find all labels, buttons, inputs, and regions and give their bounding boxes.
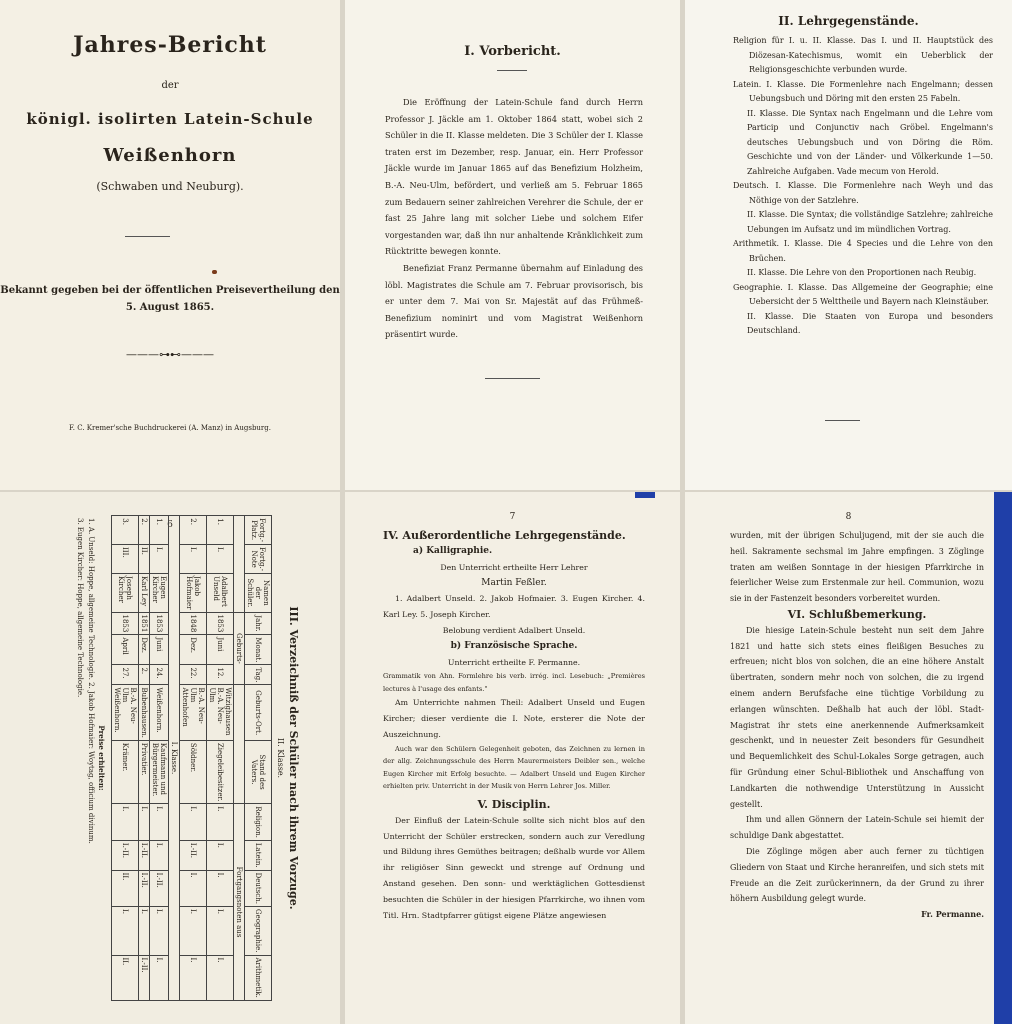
col-header: Namen der Schüler. [245,574,272,612]
cell: I. [207,906,234,955]
cell: I. [180,955,207,1000]
table-group-row [234,516,245,1001]
table-heading: III. Verzeichniß der Schüler nach ihrem Vorzuge. [287,606,300,910]
subject-line: Arithmetik. I. Klasse. Die 4 Species und die Lehre von den Brüchen. [733,239,993,263]
paragraph: Die Eröffnung der Latein-Schule fand durch Herrn Professor J. Jäckle am 1. Oktober 1864 statt, wobei sich 2 Schüler in die II. Klasse meldeten. Die 3 Schüler der I. Klasse traten erst im Dezember, resp. Januar, ein. Herr Professor Jäckle wurde im Januar 1865 auf das Benefizium Holzheim, B.-A. Neu-Ulm, befördert, und verließ am 5. Februar 1865 zum Bedauern seiner zahlreichen Verehrer die Schule, der er fast 25 Jahre lang mit solcher Liebe und solchem Eifer vorgestanden war, daß ihn nur anhaltende Kränklichkeit zum Rücktritte bewegen konnte. [385,97,643,257]
continuation-text: wurden, mit der übrigen Schuljugend, mit der sie auch die heil. Sakramente sechsmal im Jahre empfingen. 3 Zöglinge traten am weißen Sonntage in der hiesigen Pfarrkirche in feierlicher Weise zum Erstenmale zur heil. Communion, wozu sie in der Fastenzeit besonders vorbereitet wurden. [730,531,984,604]
teacher-line: Den Unterricht ertheilte Herr Lehrer [440,562,588,572]
subject-line: Deutsch. I. Klasse. Die Formenlehre nach Weyh und das Nöthige von der Satzlehre. [733,181,993,205]
cell: I. [180,906,207,955]
school-name: königl. isolirten Latein-Schule [26,110,314,128]
schluss-body [730,528,984,923]
cell: I. [150,840,169,870]
subject-line: II. Klasse. Die Syntax nach Engelmann und die Lehre vom Particip und Conjunctiv nach Gröbel. Engelmann's deutsches Uebungsbuch und von Döring die Röm. Geschichte und von der Länder- und Völkerkunde 1—50. Zahlreiche Aufgaben. Vade mecum von Herold. [747,108,993,176]
cell: B.-A. Neu-Ulm Attenhofen [180,685,207,740]
cell: I. [112,804,139,841]
class-i-label: I. Klasse. [169,516,180,1001]
subject-line: Geographie. I. Klasse. Das Allgemeine der Geographie; eine Uebersicht der 5 Welttheile und Bayern nach Kleinstäuber. [733,282,993,306]
table-row [139,516,150,1001]
col-header: Geburts-Ort. [245,685,272,740]
end-rule [485,378,540,379]
cell: 27. [112,665,139,685]
cell: I.-II. [139,840,150,870]
col-header: Monat. [245,635,272,665]
cell: Dez. [139,635,150,665]
cell: 2. [139,665,150,685]
cell: I. [207,870,234,906]
heading-rule [497,70,527,71]
cell: 3. [112,516,139,545]
cell: 22. [180,665,207,685]
page-number: 8 [845,512,852,522]
section-heading-i: I. Vorbericht. [464,44,561,59]
end-rule [825,420,860,421]
col-header: Geographie. [245,906,272,955]
ink-spot [212,270,217,274]
cell: I. [112,906,139,955]
page-lehrgegenstaende [685,0,1012,490]
cell: Ziegeleibesitzer. [207,740,234,803]
announcement: Bekannt gegeben bei der öffentlichen Preisevertheilung den 5. August 1865. [0,285,340,313]
col-header: Stand des Vaters. [245,740,272,803]
cell: Witzighausen B.-A. Neu-Ulm [207,685,234,740]
cell: 1853 [112,612,139,635]
subject-line: II. Klasse. Die Syntax; die vollständige Satzlehre; zahlreiche Uebungen im Aufsatz und im mündlichen Vortrag. [747,210,993,234]
drawing-line: Auch war den Schülern Gelegenheit geboten, das Zeichnen zu lernen in der allg. Zeichnungsschule des Herrn Maurermeisters Deibler sen., welche Eugen Kircher mit Erfolg besuchte. — Adalbert Unseld und Eugen Kircher erhielten priv. Unterricht in der Musik von Herrn Lehrer Jos. Miller. [383,744,645,791]
lehrgegenstaende-body [733,34,993,339]
col-header: Fortg.-Note [245,545,272,574]
report-title: Jahres-Bericht [73,32,267,58]
title-der: der [161,80,179,91]
cell: I.-II. [112,840,139,870]
subject-line: II. Klasse. Die Staaten von Europa und besonders Deutschland. [747,311,993,335]
printer-line: F. C. Kremer'sche Buchdruckerei (A. Manz) in Augsburg. [69,424,271,432]
cell: I. [150,545,169,574]
subject-line: Latein. I. Klasse. Die Formenlehre nach Engelmann; dessen Uebungsbuch und Döring mit den ersten 25 Fabeln. [733,79,993,103]
col-header: Deutsch. [245,870,272,906]
cell: Dez. [180,635,207,665]
section-heading-vi: VI. Schlußbemerkung. [787,607,927,621]
cell: I. [207,840,234,870]
table-row [112,516,139,1001]
cell: II. [112,870,139,906]
section-heading-ii: II. Lehrgegenstände. [778,14,919,28]
signature: Fr. Permanne. [921,909,984,920]
cell: Privatier. [139,740,150,803]
cell: 2. [139,516,150,545]
page-schlussbemerkung [685,492,1012,1024]
page-schuelerverzeichnis [0,492,340,1024]
table-row [207,516,234,1001]
city-name: Weißenhorn [103,145,237,166]
section-heading-iv: IV. Außerordentliche Lehrgegenstände. [383,529,626,542]
cell: Kaufmann und Bürgermeister. [150,740,169,803]
blue-binding [994,492,1012,1024]
cell: 1. [150,516,169,545]
group-notes: Fortgangsnoten aus [234,804,245,1000]
cell: I. [139,906,150,955]
cell: Karl Ley [139,574,150,612]
cell: 1853 [150,612,169,635]
subject-line: Religion für I. u. II. Klasse. Das I. und II. Hauptstück des Diözesan-Katechismus, womit ein Ueberblick der Religionsgeschichte verbunden wurde. [733,36,993,74]
participants-line: Am Unterrichte nahmen Theil: Adalbert Unseld und Eugen Kircher; dieser verdiente die I. Note, ersterer die Note der Auszeichnung. [383,698,645,739]
sub-heading-a: a) Kalligraphie. [413,546,493,556]
books-line: Grammatik von Ahn. Formlehre bis verb. irrég. incl. Lesebuch: „Premières lectures à l'usage des enfants." [383,672,645,693]
cell: I. [150,906,169,955]
disciplin-text: Der Einfluß der Latein-Schule sollte sich nicht blos auf den Unterricht der Schüler erstrecken, sondern auch zur Veredlung und Bildung ihres Gemüthes beitragen; deßhalb wurde vor Allem ihr religiöser Sinn geweckt und strenge auf Ordnung und Anstand gesehen. Den sonn- und werktäglichen Gottesdienst besuchten die Schüler in der hiesigen Pfarrkirche, wo ihnen vom Titl. Hrn. Stadtpfarrer gütigst eigene Plätze angewiesen [383,815,645,920]
col-header: Jahr. [245,612,272,635]
prize-line: 3. Eugen Kircher: Hoppe, allgemeine Technologie. [76,518,84,698]
col-header: Tag. [245,665,272,685]
cell: I. [180,804,207,841]
cell: Krämer. [112,740,139,803]
page-ausserordentliche [345,492,680,1024]
cell: Joseph Kircher [112,574,139,612]
table-header-row [245,516,272,1001]
rotated-table-block [40,508,300,1008]
section-heading-v: V. Disciplin. [477,797,551,811]
col-header: Arithmetik. [245,955,272,1000]
page-number: 6 [167,520,173,530]
cell: I. [139,804,150,841]
page-vorbericht [345,0,680,490]
table-row [180,516,207,1001]
cell: I. [150,955,169,1000]
col-header: Religion. [245,804,272,841]
cell: Adalbert Unseld [207,574,234,612]
page-number: 7 [509,512,516,522]
teacher-name: Martin Feßler. [481,577,547,588]
cell: April [112,635,139,665]
paragraph: Die Zöglinge mögen aber auch ferner zu tüchtigen Gliedern von Staat und Kirche heranreifen, und sich stets mit Freude an die Zeit zurückerinnern, da der Grund zu ihrer höhern Ausbildung gelegt wurde. [730,846,984,904]
prize-line: 1. A. Unseld: Hoppe, allgemeine Technologie. 2. Jakob Hofmaier: Woytag, officium divinum. [87,518,95,844]
region-name: (Schwaben und Neuburg). [96,180,244,193]
ornament-divider: ———⊶⊷——— [126,348,214,361]
cell: Söldner. [180,740,207,803]
col-header: Fortg.-Platz. [245,516,272,545]
prizes-block [74,518,107,998]
cell: II. [139,545,150,574]
cell: III. [112,545,139,574]
cell: 12. [207,665,234,685]
student-table [111,515,272,1001]
cell: 1853 [207,612,234,635]
paragraph: Benefiziat Franz Permanne übernahm auf Einladung des löbl. Magistrates die Schule am 7. Februar provisorisch, bis er unter dem 7. Mai von Sr. Majestät auf das Frühmeß-Benefizium nominirt und vom Magistrat Weißenhorn präsentirt wurde. [385,262,643,340]
paragraph: Ihm und allen Gönnern der Latein-Schule sei hiemit der schuldige Dank abgestattet. [730,815,984,841]
page-title-sheet [0,0,340,490]
subject-line: II. Klasse. Die Lehre von den Proportionen nach Reubig. [747,268,977,277]
cell: Jakob Hofmaier [180,574,207,612]
group-birth: Geburts- [234,612,245,685]
cell: I.-II. [150,870,169,906]
cell: Juni [207,635,234,665]
cell: B.-A. Neu-Ulm Weißenhorn. [112,685,139,740]
praise-line: Belobung verdient Adalbert Unseld. [442,625,586,635]
cell: I. [207,804,234,841]
cell: Eugen Kircher [150,574,169,612]
class-i-row [169,516,180,1001]
table-row [150,516,169,1001]
names-line: 1. Adalbert Unseld. 2. Jakob Hofmaier. 3. Eugen Kircher. 4. Karl Ley. 5. Joseph Kircher. [383,594,645,620]
blue-tab [635,492,655,498]
class-ii-label: II. Klasse. [276,737,285,779]
cell: I. [180,870,207,906]
teacher-line: Unterricht ertheilte F. Permanne. [447,657,581,667]
paragraph: Die hiesige Latein-Schule besteht nun seit dem Jahre 1821 und hatte sich stets eines fleißigen Besuches zu erfreuen; nicht blos von solchen, die an eine höhere Anstalt übertraten, sondern mehr noch von solchen, die zu irgend einem andern Berufsfache eine tüchtige Vorbildung zu erlangen wünschten. Deßhalb hat auch der löbl. Stadt-Magistrat ihr stets eine anerkennende Aufmerksamkeit geschenkt, und in neuester Zeit besonders für Gesundheit und Bequemlichkeit des Schul-Lokales Sorge getragen, auch für Gründung einer Schul-Bibliothek und Anschaffung von Landkarten die nothwendige Unterstützung in Aussicht gestellt. [730,625,984,809]
cell: II. [112,955,139,1000]
cell: I. [180,545,207,574]
cell: I.-II. [139,955,150,1000]
cell: Bubenhausen. [139,685,150,740]
sub-heading-b: b) Französische Sprache. [450,640,578,651]
cell: I. [207,955,234,1000]
cell: I. [207,545,234,574]
ausserordentliche-body [383,528,645,923]
vorbericht-body [385,94,643,343]
cell: Juni [150,635,169,665]
cell: 24. [150,665,169,685]
cell: 2. [180,516,207,545]
prizes-title: Preise erhielten: [97,725,106,791]
cell: 1. [207,516,234,545]
title-rule [125,236,170,237]
cell: I. [150,804,169,841]
cell: 1851 [139,612,150,635]
col-header: Latein. [245,840,272,870]
cell: I.-II. [139,870,150,906]
cell: I.-II. [180,840,207,870]
cell: Weißenhorn. [150,685,169,740]
cell: 1848 [180,612,207,635]
